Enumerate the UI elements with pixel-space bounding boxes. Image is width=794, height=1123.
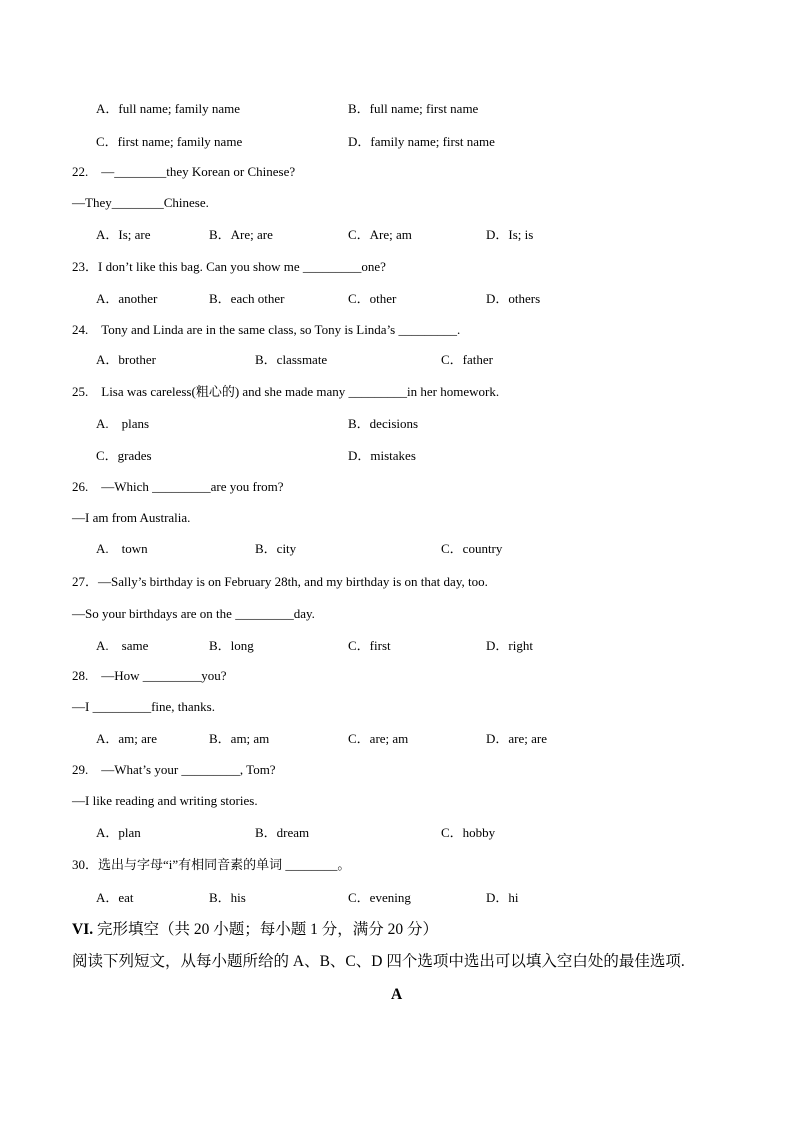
q27-reply: —So your birthdays are on the _________day. [72, 606, 315, 621]
q21-option-d: D．family name; first name [348, 134, 495, 149]
q22-option-c: C．Are; am [348, 227, 412, 242]
q22-stem: 22. —________they Korean or Chinese? [72, 164, 296, 179]
q29-option-b: B．dream [255, 825, 310, 840]
q23-option-d: D．others [486, 291, 541, 306]
q27-option-b: B．long [209, 638, 254, 653]
q25-option-b: B．decisions [348, 416, 419, 431]
q26-option-b: B．city [255, 541, 297, 556]
q30-option-c: C．evening [348, 890, 411, 905]
q23-option-b: B．each other [209, 291, 285, 306]
q30-stem: 30．选出与字母“i”有相同音素的单词 ________。 [72, 857, 351, 872]
q26-option-a: A. town [96, 541, 148, 556]
q28-option-c: C．are; am [348, 731, 409, 746]
q26-reply: —I am from Australia. [72, 510, 191, 525]
q21-option-b: B．full name; first name [348, 101, 479, 116]
q23-option-c: C．other [348, 291, 397, 306]
q29-option-a: A．plan [96, 825, 141, 840]
q30-option-b: B．his [209, 890, 246, 905]
q26-option-c: C．country [441, 541, 503, 556]
q26-stem: 26. —Which _________are you from? [72, 479, 284, 494]
q28-option-b: B．am; am [209, 731, 270, 746]
q28-reply: —I _________fine, thanks. [72, 699, 215, 714]
q25-option-c: C．grades [96, 448, 152, 463]
section-heading [72, 920, 438, 940]
q27-stem: 27．—Sally’s birthday is on February 28th, and my birthday is on that day, too. [72, 574, 488, 589]
q28-option-d: D．are; are [486, 731, 547, 746]
q29-stem: 29. —What’s your _________, Tom? [72, 762, 276, 777]
q24-option-b: B．classmate [255, 352, 328, 367]
q25-stem: 25. Lisa was careless(粗心的) and she made many _________in her homework. [72, 384, 500, 399]
q28-option-a: A．am; are [96, 731, 158, 746]
q24-option-a: A．brother [96, 352, 156, 367]
q22-option-d: D．Is; is [486, 227, 534, 242]
section-instruction: 阅读下列短文，从每小题所给的 A、B、C、D 四个选项中选出可以填入空白处的最佳选项. [72, 953, 685, 970]
q25-option-a: A. plans [96, 416, 150, 431]
q24-stem: 24. Tony and Linda are in the same class, so Tony is Linda’s _________. [72, 322, 461, 337]
q22-option-b: B．Are; are [209, 227, 273, 242]
q24-option-c: C．father [441, 352, 493, 367]
q23-option-a: A．another [96, 291, 158, 306]
section-number: VI. [72, 921, 94, 938]
q29-reply: —I like reading and writing stories. [72, 793, 258, 808]
section-title: 完形填空（共 20 小题；每小题 1 分，满分 20 分） [96, 921, 438, 938]
q23-stem: 23．I don’t like this bag. Can you show me _________one? [72, 259, 386, 274]
q21-option-c: C．first name; family name [96, 134, 243, 149]
q22-reply: —They________Chinese. [72, 195, 209, 210]
q30-option-a: A．eat [96, 890, 134, 905]
q29-option-c: C．hobby [441, 825, 496, 840]
q28-stem: 28. —How _________you? [72, 668, 227, 683]
q30-option-d: D．hi [486, 890, 519, 905]
q27-option-d: D．right [486, 638, 533, 653]
q27-option-c: C．first [348, 638, 391, 653]
q22-option-a: A．Is; are [96, 227, 151, 242]
passage-label: A [391, 986, 403, 1003]
q25-option-d: D．mistakes [348, 448, 416, 463]
q27-option-a: A. same [96, 638, 149, 653]
q21-option-a: A．full name; family name [96, 101, 241, 116]
